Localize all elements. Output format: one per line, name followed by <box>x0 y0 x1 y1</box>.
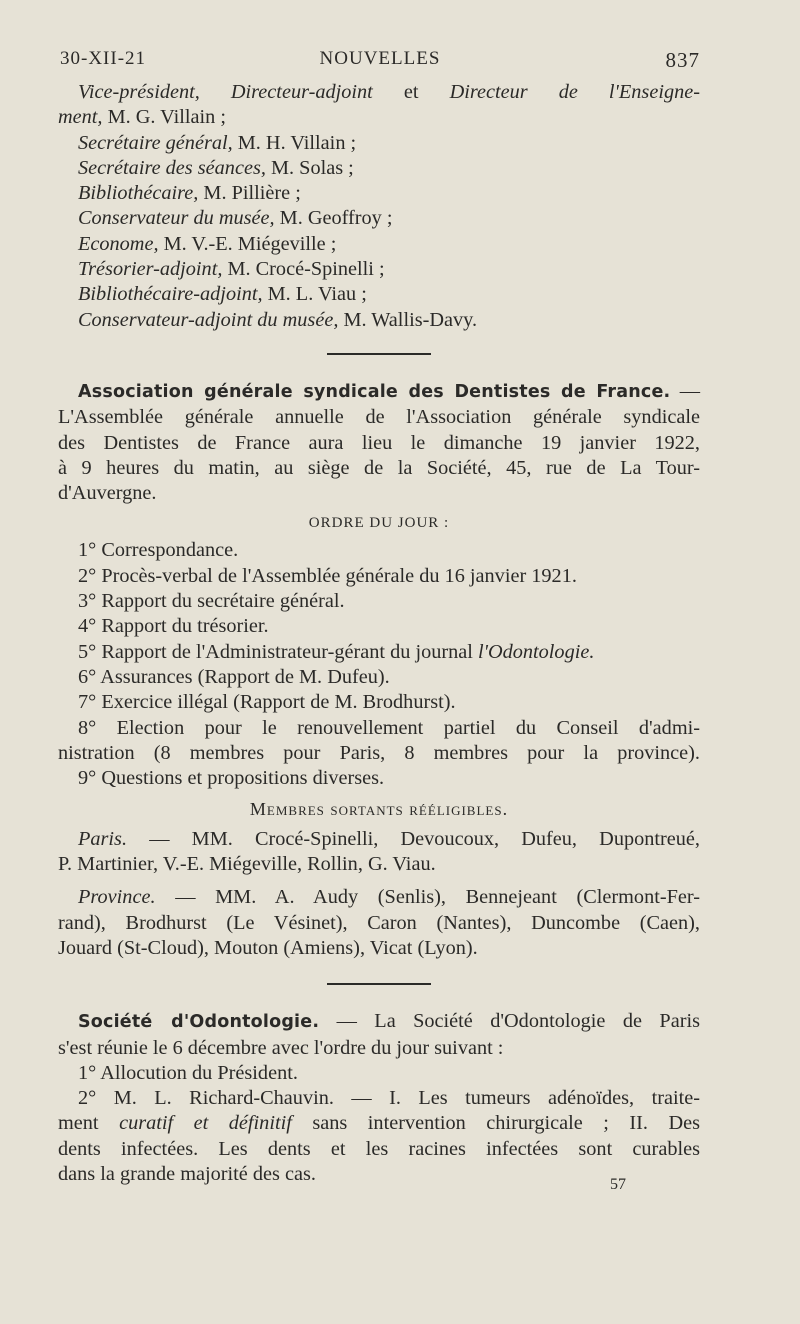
paragraph-line: s'est réunie le 6 décembre avec l'ordre du jour suivant : <box>58 1036 504 1059</box>
agenda-item: 3° Rapport du secrétaire général. <box>78 590 345 613</box>
agenda-item: 8° Election pour le renouvellement partiel du Conseil d'admi- <box>78 716 700 739</box>
paragraph-line: des Dentistes de France aura lieu le dimanche 19 janvier 1922, <box>58 431 700 454</box>
paragraph-line: dents infectées. Les dents et les racines infectées sont curables <box>58 1137 700 1160</box>
officer-line: Econome, M. V.-E. Miégeville ; <box>78 232 337 255</box>
paragraph-line: à 9 heures du matin, au siège de la Société, 45, rue de La Tour- <box>58 456 700 479</box>
section-heading-line: Association générale syndicale des Dentistes de France. — <box>78 379 700 402</box>
paragraph-line: ment curatif et définitif sans intervention chirurgicale ; II. Des <box>58 1112 701 1135</box>
paragraph-line: L'Assemblée générale annuelle de l'Association générale syndicale <box>58 406 700 429</box>
agenda-item: 7° Exercice illégal (Rapport de M. Brodhurst). <box>78 691 456 714</box>
page-number: 837 <box>665 48 700 72</box>
header-date: 30-XII-21 <box>60 48 147 69</box>
agenda-item: 1° Allocution du Président. <box>78 1061 298 1084</box>
paragraph-line: d'Auvergne. <box>58 482 157 505</box>
paragraph-line: dans la grande majorité des cas. <box>58 1162 316 1185</box>
officer-line: Vice-président, Directeur-adjoint et Directeur de l'Enseigne- <box>78 81 700 103</box>
members-paris-line: Paris. — MM. Crocé-Spinelli, Devoucoux, Dufeu, Dupontreué, <box>78 827 700 850</box>
printer-signature: 57 <box>610 1176 626 1193</box>
agenda-item: 4° Rapport du trésorier. <box>78 615 269 638</box>
agenda-title: ORDRE DU JOUR : <box>308 515 450 532</box>
officer-line: Bibliothécaire, M. Pillière ; <box>78 182 301 205</box>
section-divider <box>327 983 431 985</box>
body-text <box>58 80 700 1187</box>
members-province-line: rand), Brodhurst (Le Vésinet), Caron (Nantes), Duncombe (Caen), <box>58 911 700 934</box>
officer-line: Secrétaire des séances, M. Solas ; <box>78 156 354 179</box>
agenda-item: 9° Questions et propositions diverses. <box>78 767 385 790</box>
officer-line: Conservateur-adjoint du musée, M. Wallis-Davy. <box>78 308 478 331</box>
agenda-item: 5° Rapport de l'Administrateur-gérant du journal l'Odontologie. <box>78 640 595 663</box>
section-heading-line: Société d'Odontologie. — La Société d'Odontologie de Paris <box>78 1010 700 1033</box>
members-paris-line: P. Martinier, V.-E. Miégeville, Rollin, G. Viau. <box>58 853 436 876</box>
section-heading: Société d'Odontologie. <box>78 1012 320 1033</box>
members-province-line: Province. — MM. A. Audy (Senlis), Bennejeant (Clermont-Fer- <box>78 886 700 909</box>
members-title: Membres sortants rééligibles. <box>249 799 509 820</box>
section-divider <box>327 353 431 355</box>
agenda-item: 1° Correspondance. <box>78 539 239 562</box>
section-heading: Association générale syndicale des Dentistes de France. <box>78 381 671 402</box>
officer-line: ment, M. G. Villain ; <box>58 106 226 129</box>
running-header <box>60 46 700 74</box>
officer-line: Trésorier-adjoint, M. Crocé-Spinelli ; <box>78 258 385 281</box>
officer-line: Secrétaire général, M. H. Villain ; <box>78 131 357 154</box>
agenda-item-continuation: nistration (8 membres pour Paris, 8 membres pour la province). <box>58 741 700 764</box>
header-section-title: NOUVELLES <box>319 48 441 69</box>
officer-line: Conservateur du musée, M. Geoffroy ; <box>78 207 393 230</box>
members-province-line: Jouard (St-Cloud), Mouton (Amiens), Vicat (Lyon). <box>58 936 478 959</box>
agenda-item: 2° M. L. Richard-Chauvin. — I. Les tumeurs adénoïdes, traite- <box>78 1087 700 1110</box>
agenda-item: 6° Assurances (Rapport de M. Dufeu). <box>78 665 390 688</box>
officer-line: Bibliothécaire-adjoint, M. L. Viau ; <box>78 283 367 306</box>
agenda-item: 2° Procès-verbal de l'Assemblée générale du 16 janvier 1921. <box>78 564 577 587</box>
